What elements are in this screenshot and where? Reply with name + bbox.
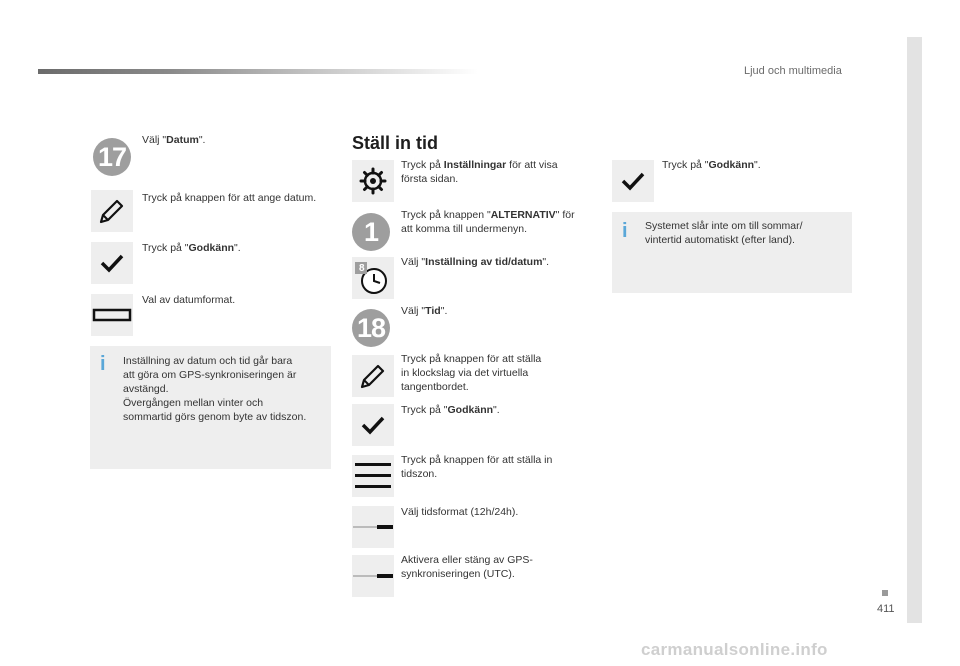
- confirm-post: ".: [234, 242, 241, 254]
- info-right-text: [645, 219, 845, 247]
- format-bar-icon: [92, 308, 132, 322]
- step-18-badge: [352, 309, 390, 347]
- toggle-slider-icon: [353, 571, 393, 581]
- check-icon-box: [352, 404, 394, 446]
- time-format-text: Välj tidsformat (12h/24h).: [401, 506, 519, 518]
- time-confirm-text: [401, 403, 500, 417]
- step-17-pre: Välj ": [142, 134, 167, 146]
- step-17-post: ".: [198, 134, 206, 146]
- step-1-text: [401, 208, 575, 236]
- list-icon: [354, 461, 392, 491]
- gps-line: synkroniseringen (UTC).: [401, 568, 515, 580]
- step-1-post: " för: [555, 209, 575, 221]
- settings-post: för att visa: [506, 159, 558, 171]
- gps-icon-box: [352, 555, 394, 597]
- step-1-pre: Tryck på knappen ": [401, 209, 491, 221]
- check-icon-box: [612, 160, 654, 202]
- clock-badge-number: 8: [359, 263, 365, 274]
- page-marker: [882, 590, 888, 596]
- settings-bold: Inställningar: [443, 159, 507, 171]
- pencil-icon: [358, 361, 388, 391]
- clock-post: ".: [542, 256, 550, 268]
- right-confirm-text: [662, 158, 761, 172]
- gps-line: Aktivera eller stäng av GPS-: [401, 554, 533, 566]
- pencil-text: Tryck på knappen för att ange datum.: [142, 192, 317, 204]
- time-pencil-line: Tryck på knappen för att ställa: [401, 353, 542, 365]
- timezone-text: [401, 453, 552, 481]
- pencil-icon-box: [91, 190, 133, 232]
- step-18-number: 18: [356, 312, 386, 343]
- time-confirm-post: ".: [493, 404, 500, 416]
- info-icon: i: [100, 353, 106, 375]
- time-pencil-text: [401, 352, 541, 394]
- right-confirm-pre: Tryck på ": [662, 159, 709, 171]
- step-1-bold: ALTERNATIV: [490, 209, 556, 221]
- info-left-text: [123, 354, 328, 424]
- info-box-left: [90, 346, 331, 469]
- info-icon: i: [622, 220, 628, 242]
- info-left-line: Övergången mellan vinter och: [123, 397, 264, 409]
- time-pencil-line: tangentbordet.: [401, 381, 469, 393]
- info-left-line: sommartid görs genom byte av tidszon.: [123, 411, 307, 423]
- right-confirm-post: ".: [754, 159, 761, 171]
- clock-icon-box: [352, 257, 394, 299]
- section-heading: Ställ in tid: [352, 133, 439, 153]
- step-18-text: [401, 304, 447, 318]
- section-title: Ljud och multimedia: [744, 65, 842, 77]
- gps-text: [401, 553, 533, 581]
- timezone-line: Tryck på knappen för att ställa in: [401, 454, 553, 466]
- info-left-line: att göra om GPS-synkroniseringen är: [123, 369, 297, 381]
- step-17-text: [142, 133, 205, 147]
- step-18-pre: Välj ": [401, 305, 426, 317]
- clock-pre: Välj ": [401, 256, 426, 268]
- step-1-badge: [352, 213, 390, 251]
- check-icon: [361, 415, 385, 435]
- time-confirm-pre: Tryck på ": [401, 404, 448, 416]
- settings-text: [401, 158, 558, 186]
- info-left-line: avstängd.: [123, 383, 169, 395]
- page-edge-strip: [907, 37, 922, 623]
- info-right-line: vintertid automatiskt (efter land).: [645, 234, 795, 246]
- gear-icon: [358, 166, 388, 196]
- confirm-pre: Tryck på ": [142, 242, 189, 254]
- confirm-text: [142, 241, 241, 255]
- settings-icon-box: [352, 160, 394, 202]
- step-18-post: ".: [440, 305, 448, 317]
- info-right-line: Systemet slår inte om till sommar/: [645, 220, 803, 232]
- watermark: carmanualsonline.info: [641, 640, 828, 659]
- timezone-icon-box: [352, 455, 394, 497]
- step-1-number: 1: [363, 216, 379, 247]
- info-box-right: [612, 212, 852, 293]
- time-confirm-bold: Godkänn: [447, 404, 494, 416]
- header-gradient-bar: [38, 69, 478, 74]
- right-confirm-bold: Godkänn: [708, 159, 755, 171]
- pencil-icon-box: [352, 355, 394, 397]
- timezone-line: tidszon.: [401, 468, 438, 480]
- check-icon: [621, 171, 645, 191]
- step-17-badge: [93, 138, 131, 176]
- time-pencil-line: in klockslag via det virtuella: [401, 367, 529, 379]
- info-left-line: Inställning av datum och tid går bara: [123, 355, 293, 367]
- clock-bold: Inställning av tid/datum: [425, 256, 543, 268]
- step-1-line2: att komma till undermenyn.: [401, 223, 528, 235]
- toggle-slider-icon: [353, 522, 393, 532]
- step-17-bold: Datum: [166, 134, 199, 146]
- check-icon: [100, 253, 124, 273]
- clock-text: [401, 255, 549, 269]
- check-icon-box: [91, 242, 133, 284]
- pencil-icon: [97, 196, 127, 226]
- step-18-bold: Tid: [425, 305, 441, 317]
- settings-pre: Tryck på: [401, 159, 444, 171]
- date-format-text: Val av datumformat.: [142, 294, 236, 306]
- confirm-bold: Godkänn: [188, 242, 235, 254]
- settings-line2: första sidan.: [401, 173, 459, 185]
- step-17-number: 17: [97, 141, 127, 172]
- date-format-icon-box: [91, 294, 133, 336]
- page-number: 411: [877, 603, 895, 615]
- time-format-icon-box: [352, 506, 394, 548]
